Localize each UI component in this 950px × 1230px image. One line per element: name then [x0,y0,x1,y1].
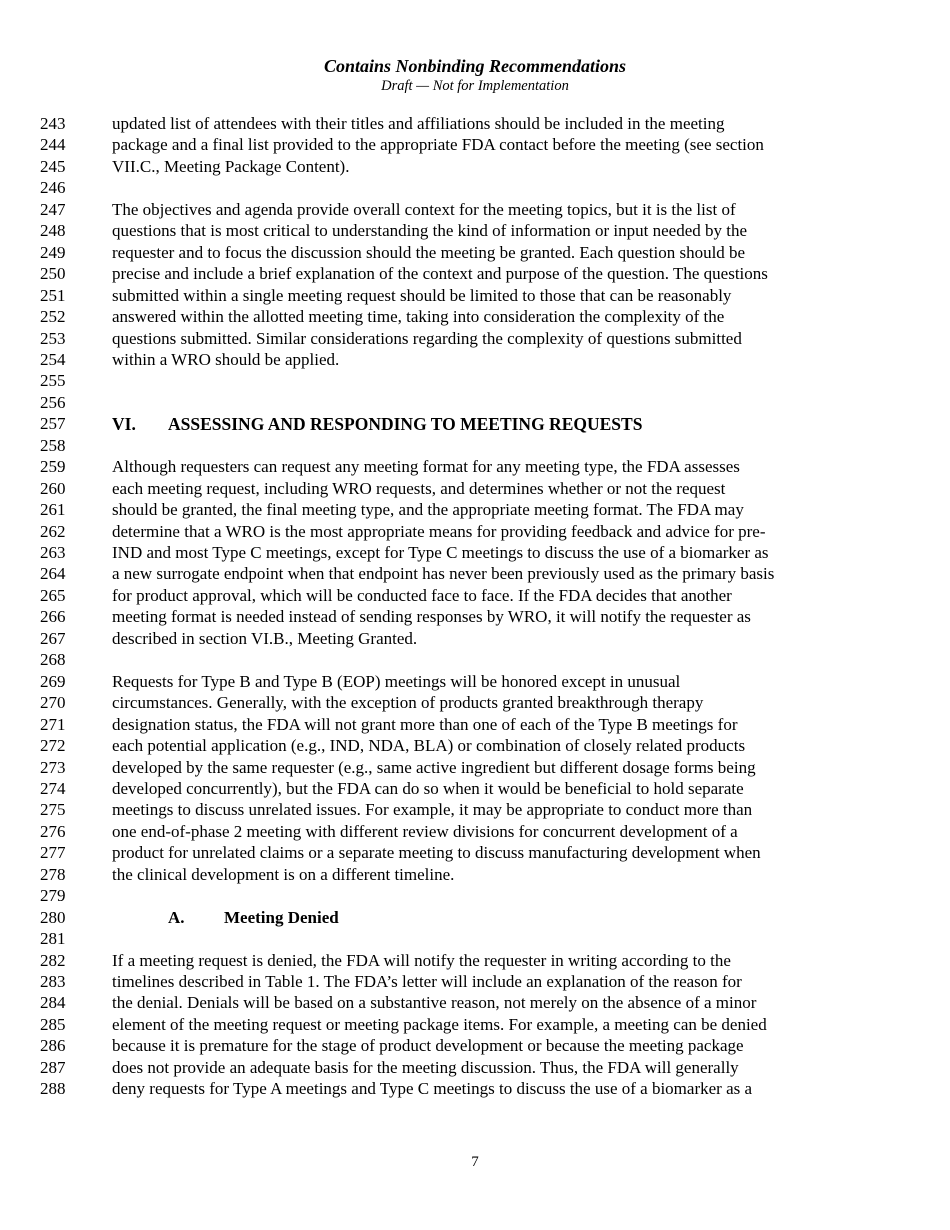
body-text-line: package and a final list provided to the appropriate FDA contact before the meeting (see section [112,135,764,154]
body-text-line: precise and include a brief explanation of the context and purpose of the question. The questions [112,264,768,283]
line-number: 274 [40,779,66,798]
line-number: 268 [40,650,66,669]
page-number: 7 [471,1154,479,1170]
body-text-line [112,370,942,392]
line-number: 246 [40,178,66,197]
body-text-line: does not provide an adequate basis for the meeting discussion. Thus, the FDA will generally [112,1058,739,1077]
line-number: 251 [40,286,66,305]
section-title: Meeting Denied [224,908,339,927]
section-number: A. [168,908,185,927]
line-number: 276 [40,822,66,841]
body-text-line [112,928,942,950]
body-text-line: Although requesters can request any meeting format for any meeting type, the FDA assesses [112,457,740,476]
line-number: 286 [40,1036,66,1055]
body-text-line: If a meeting request is denied, the FDA will notify the requester in writing according to the [112,951,731,970]
line-number: 265 [40,586,66,605]
line-number: 278 [40,865,66,884]
body-text-line: should be granted, the final meeting type, and the appropriate meeting format. The FDA may [112,500,744,519]
line-number: 277 [40,843,66,862]
line-number: 247 [40,200,66,219]
line-number: 249 [40,243,66,262]
body-text-line: each meeting request, including WRO requests, and determines whether or not the request [112,479,726,498]
line-number: 282 [40,951,66,970]
body-text-line: element of the meeting request or meeting package items. For example, a meeting can be denied [112,1015,767,1034]
line-number: 283 [40,972,66,991]
body-text-line: determine that a WRO is the most appropriate means for providing feedback and advice for pre- [112,522,766,541]
body-text-line: IND and most Type C meetings, except for Type C meetings to discuss the use of a biomarker as [112,543,769,562]
line-number: 259 [40,457,66,476]
document-header-subtitle: Draft — Not for Implementation [381,78,569,94]
line-number: 260 [40,479,66,498]
body-text-line: submitted within a single meeting request should be limited to those that can be reasonably [112,286,732,305]
body-text-line: questions that is most critical to understanding the kind of information or input needed by the [112,221,748,240]
body-text-line: the clinical development is on a different timeline. [112,865,455,884]
body-text-line: designation status, the FDA will not grant more than one of each of the Type B meetings for [112,715,738,734]
line-number: 261 [40,500,66,519]
body-text-line: timelines described in Table 1. The FDA’s letter will include an explanation of the reason for [112,972,742,991]
line-number: 271 [40,715,66,734]
body-text-line: the denial. Denials will be based on a substantive reason, not merely on the absence of a minor [112,993,757,1012]
body-text-line: meetings to discuss unrelated issues. For example, it may be appropriate to conduct more than [112,800,753,819]
body-text-line: for product approval, which will be conducted face to face. If the FDA decides that another [112,586,732,605]
body-text-line: developed by the same requester (e.g., same active ingredient but different dosage forms being [112,758,756,777]
subsection-heading [168,907,950,929]
line-number: 279 [40,886,66,905]
body-text-line: VII.C., Meeting Package Content). [112,157,350,176]
body-text-line: meeting format is needed instead of sending responses by WRO, it will notify the requester as [112,607,751,626]
body-text-line: The objectives and agenda provide overall context for the meeting topics, but it is the list of [112,200,736,219]
line-number: 288 [40,1079,66,1098]
line-number: 266 [40,607,66,626]
body-text-line [112,177,942,199]
body-text-line: because it is premature for the stage of product development or because the meeting package [112,1036,744,1055]
document-header-title: Contains Nonbinding Recommendations [323,56,627,76]
line-number: 256 [40,393,66,412]
section-title: ASSESSING AND RESPONDING TO MEETING REQUESTS [168,414,643,434]
line-number: 272 [40,736,66,755]
line-number: 284 [40,993,66,1012]
body-text-line: Requests for Type B and Type B (EOP) meetings will be honored except in unusual [112,672,681,691]
line-number: 285 [40,1015,66,1034]
body-text-line: developed concurrently), but the FDA can do so when it would be beneficial to hold separate [112,779,744,798]
line-number: 245 [40,157,66,176]
body-text-line [112,435,942,457]
line-number: 258 [40,436,66,455]
line-number: 257 [40,414,66,433]
line-number: 270 [40,693,66,712]
line-number: 275 [40,800,66,819]
body-text-line: a new surrogate endpoint when that endpoint has never been previously used as the primary basis [112,564,775,583]
line-number: 269 [40,672,66,691]
line-number: 248 [40,221,66,240]
line-number: 264 [40,564,66,583]
section-heading [112,413,942,435]
line-number: 280 [40,908,66,927]
line-number: 267 [40,629,66,648]
body-text-line: product for unrelated claims or a separate meeting to discuss manufacturing development when [112,843,761,862]
body-text-line: one end-of-phase 2 meeting with different review divisions for concurrent development of a [112,822,738,841]
line-number: 263 [40,543,66,562]
body-text-line: updated list of attendees with their titles and affiliations should be included in the meeting [112,114,725,133]
line-number: 250 [40,264,66,283]
body-text-line: deny requests for Type A meetings and Type C meetings to discuss the use of a biomarker as a [112,1079,753,1098]
body-text-line: each potential application (e.g., IND, NDA, BLA) or combination of closely related products [112,736,746,755]
line-number: 262 [40,522,66,541]
line-number: 254 [40,350,66,369]
body-text-line: circumstances. Generally, with the exception of products granted breakthrough therapy [112,693,704,712]
body-text-line [112,392,942,414]
line-number: 244 [40,135,66,154]
body-text-line: within a WRO should be applied. [112,350,340,369]
body-text-line: questions submitted. Similar considerations regarding the complexity of questions submitted [112,329,742,348]
line-number: 273 [40,758,66,777]
line-number: 252 [40,307,66,326]
body-text-line: answered within the allotted meeting time, taking into consideration the complexity of the [112,307,725,326]
line-number: 243 [40,114,66,133]
line-number: 281 [40,929,66,948]
line-number: 287 [40,1058,66,1077]
body-text-line [112,885,942,907]
line-number: 255 [40,371,66,390]
section-number: VI. [112,414,136,434]
line-number: 253 [40,329,66,348]
body-text-line: described in section VI.B., Meeting Granted. [112,629,418,648]
body-text-line [112,649,942,671]
body-text-line: requester and to focus the discussion should the meeting be granted. Each question should be [112,243,746,262]
